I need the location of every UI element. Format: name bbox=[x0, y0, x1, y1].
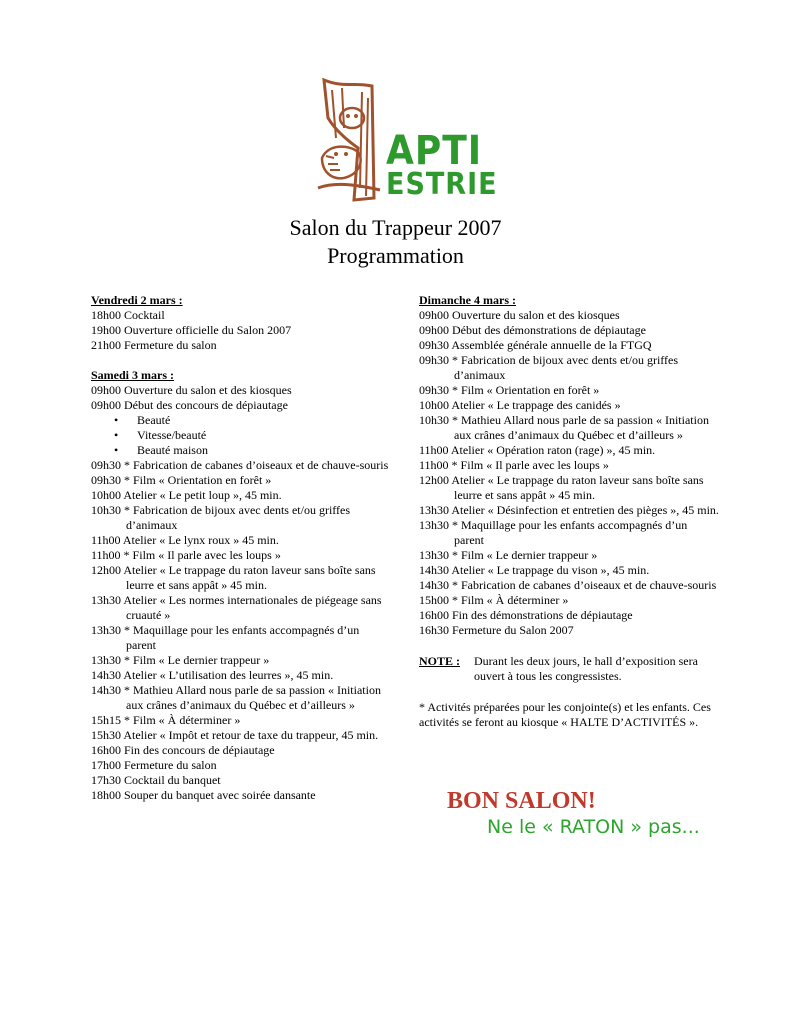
schedule-item: 09h30 * Fabrication de bijoux avec dents et/ou griffes d’animaux bbox=[419, 353, 679, 382]
page-subtitle: Programmation bbox=[327, 243, 464, 268]
apti-estrie-logo bbox=[314, 78, 498, 202]
note-block bbox=[419, 654, 719, 684]
schedule-item: 15h30 Atelier « Impôt et retour de taxe du trappeur, 45 min. bbox=[91, 728, 379, 742]
schedule-item: 13h30 Atelier « Désinfection et entretien des pièges », 45 min. bbox=[419, 503, 719, 517]
saturday-heading: Samedi 3 mars : bbox=[91, 368, 174, 382]
schedule-item: 12h00 Atelier « Le trappage du raton laveur sans boîte sans leurre et sans appât » 45 min. bbox=[91, 563, 376, 592]
right-column bbox=[419, 293, 719, 730]
tree-raccoon-icon bbox=[314, 78, 384, 202]
schedule-item: 13h30 * Maquillage pour les enfants accompagnés d’un parent bbox=[91, 623, 360, 652]
schedule-item: 11h00 Atelier « Opération raton (rage) », 45 min. bbox=[419, 443, 656, 457]
schedule-item: 13h30 * Film « Le dernier trappeur » bbox=[91, 653, 270, 667]
schedule-item: 17h00 Fermeture du salon bbox=[91, 758, 217, 772]
schedule-item: 09h00 Ouverture du salon et des kiosques bbox=[419, 308, 620, 322]
schedule-item: 09h30 * Fabrication de cabanes d’oiseaux et de chauve-souris bbox=[91, 458, 389, 472]
schedule-item: 13h30 * Maquillage pour les enfants accompagnés d’un parent bbox=[419, 518, 688, 547]
schedule-item: 18h00 Cocktail bbox=[91, 308, 165, 322]
schedule-item: 19h00 Ouverture officielle du Salon 2007 bbox=[91, 323, 292, 337]
schedule-item: 10h00 Atelier « Le petit loup », 45 min. bbox=[91, 488, 282, 502]
left-column bbox=[91, 293, 391, 803]
schedule-item: 16h00 Fin des concours de dépiautage bbox=[91, 743, 275, 757]
bon-salon-heading: BON SALON! bbox=[447, 788, 596, 814]
schedule-item: 10h30 * Fabrication de bijoux avec dents et/ou griffes d’animaux bbox=[91, 503, 351, 532]
schedule-item: 09h30 Assemblée générale annuelle de la FTGQ bbox=[419, 338, 652, 352]
note-label: NOTE : bbox=[419, 654, 461, 668]
schedule-item: 13h30 Atelier « Les normes internationales de piégeage sans cruauté » bbox=[91, 593, 382, 622]
schedule-item: 18h00 Souper du banquet avec soirée dansante bbox=[91, 788, 316, 802]
schedule-item: 14h30 * Mathieu Allard nous parle de sa passion « Initiation aux crânes d’animaux du Québec et d’ailleurs » bbox=[91, 683, 381, 712]
schedule-item: 09h00 Ouverture du salon et des kiosques bbox=[91, 383, 292, 397]
footnote: * Activités préparées pour les conjointe(s) et les enfants. Ces activités se feront au kiosque « HALTE D’ACTIVITÉS ». bbox=[419, 700, 711, 729]
schedule-item: 09h30 * Film « Orientation en forêt » bbox=[419, 383, 600, 397]
sunday-heading: Dimanche 4 mars : bbox=[419, 293, 516, 307]
schedule-item: 21h00 Fermeture du salon bbox=[91, 338, 217, 352]
schedule-item: 09h30 * Film « Orientation en forêt » bbox=[91, 473, 272, 487]
schedule-item: 14h30 Atelier « Le trappage du vison », 45 min. bbox=[419, 563, 650, 577]
raton-slogan: Ne le « RATON » pas... bbox=[487, 816, 700, 838]
schedule-item: 09h00 Début des concours de dépiautage bbox=[91, 398, 288, 412]
page-title: Salon du Trappeur 2007 bbox=[289, 215, 502, 240]
schedule-item: 13h30 * Film « Le dernier trappeur » bbox=[419, 548, 598, 562]
contest-bullet: • Beauté maison bbox=[114, 443, 208, 457]
contest-bullet: • Beauté bbox=[114, 413, 171, 427]
schedule-item: 16h00 Fin des démonstrations de dépiautage bbox=[419, 608, 633, 622]
contest-bullet-label: Beauté maison bbox=[137, 443, 208, 457]
logo-apti-text: APTI bbox=[386, 128, 483, 174]
note-text: Durant les deux jours, le hall d’exposition sera ouvert à tous les congressistes. bbox=[474, 654, 698, 683]
schedule-item: 17h30 Cocktail du banquet bbox=[91, 773, 221, 787]
schedule-item: 09h00 Début des démonstrations de dépiautage bbox=[419, 323, 646, 337]
schedule-item: 16h30 Fermeture du Salon 2007 bbox=[419, 623, 574, 637]
schedule-item: 15h15 * Film « À déterminer » bbox=[91, 713, 241, 727]
schedule-item: 11h00 Atelier « Le lynx roux » 45 min. bbox=[91, 533, 279, 547]
contest-bullet: • Vitesse/beauté bbox=[114, 428, 207, 442]
schedule-item: 10h30 * Mathieu Allard nous parle de sa passion « Initiation aux crânes d’animaux du Québec et d’ailleurs » bbox=[419, 413, 709, 442]
schedule-item: 10h00 Atelier « Le trappage des canidés » bbox=[419, 398, 621, 412]
contest-bullet-label: Vitesse/beauté bbox=[137, 428, 207, 442]
schedule-item: 14h30 Atelier « L’utilisation des leurres », 45 min. bbox=[91, 668, 334, 682]
schedule-item: 14h30 * Fabrication de cabanes d’oiseaux et de chauve-souris bbox=[419, 578, 717, 592]
schedule-item: 12h00 Atelier « Le trappage du raton laveur sans boîte sans leurre et sans appât » 45 min. bbox=[419, 473, 704, 502]
schedule-item: 11h00 * Film « Il parle avec les loups » bbox=[91, 548, 281, 562]
schedule-item: 15h00 * Film « À déterminer » bbox=[419, 593, 569, 607]
friday-heading: Vendredi 2 mars : bbox=[91, 293, 183, 307]
contest-bullet-label: Beauté bbox=[137, 413, 171, 427]
schedule-item: 11h00 * Film « Il parle avec les loups » bbox=[419, 458, 609, 472]
logo-estrie-text: ESTRIE bbox=[386, 167, 498, 202]
